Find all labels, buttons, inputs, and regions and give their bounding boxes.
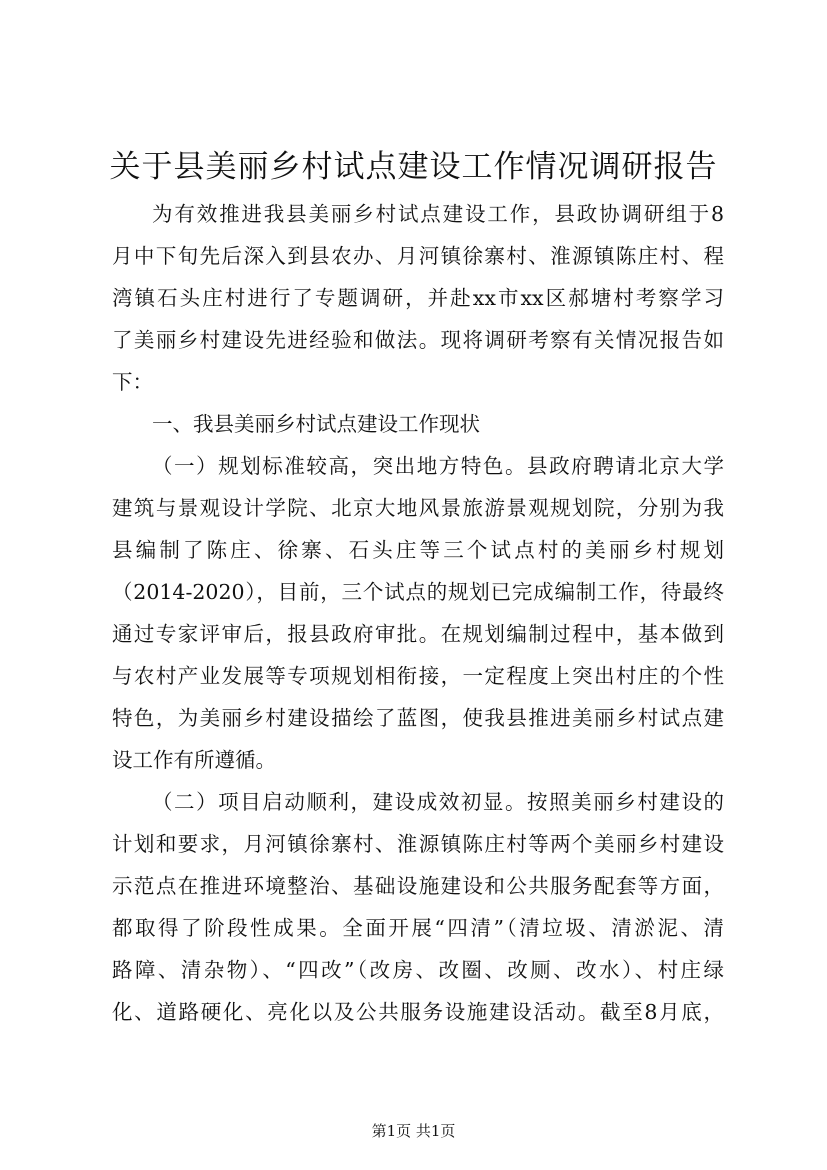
- paragraph-line: 示范点在推进环境整治、基础设施建设和公共服务配套等方面，: [112, 874, 724, 898]
- document-title: 关于县美丽乡村试点建设工作情况调研报告: [109, 149, 718, 185]
- paragraph-line: 计划和要求，月河镇徐寨村、淮源镇陈庄村等两个美丽乡村建设: [112, 832, 724, 856]
- section-heading: 一、我县美丽乡村试点建设工作现状: [152, 412, 480, 436]
- paragraph-line: 湾镇石头庄村进行了专题调研，并赴xx市xx区郝塘村考察学习: [112, 286, 724, 310]
- paragraph-line: 通过专家评审后，报县政府审批。在规划编制过程中，基本做到: [112, 622, 724, 646]
- paragraph-line: 化、道路硬化、亮化以及公共服务设施建设活动。截至8月底，: [112, 1000, 724, 1024]
- paragraph-line: 县编制了陈庄、徐寨、石头庄等三个试点村的美丽乡村规划: [112, 538, 724, 562]
- paragraph-line: 为有效推进我县美丽乡村试点建设工作，县政协调研组于8: [152, 202, 724, 226]
- paragraph-line: 了美丽乡村建设先进经验和做法。现将调研考察有关情况报告如: [112, 328, 724, 352]
- paragraph-line: 设工作有所遵循。: [112, 748, 276, 772]
- paragraph-line: （二）项目启动顺利，建设成效初显。按照美丽乡村建设的: [152, 790, 724, 814]
- paragraph-line: （一）规划标准较高，突出地方特色。县政府聘请北京大学: [152, 454, 724, 478]
- paragraph-line: 都取得了阶段性成果。全面开展“四清”（清垃圾、清淤泥、清: [112, 916, 724, 940]
- paragraph-line: 路障、清杂物）、“四改”（改房、改圈、改厕、改水）、村庄绿: [112, 958, 724, 982]
- paragraph-line: 下：: [112, 370, 153, 394]
- paragraph-line: 月中下旬先后深入到县农办、月河镇徐寨村、淮源镇陈庄村、程: [112, 244, 724, 268]
- paragraph-line: 建筑与景观设计学院、北京大地风景旅游景观规划院，分别为我: [112, 496, 724, 520]
- page-footer: 第1页 共1页: [371, 1122, 456, 1140]
- paragraph-line: （2014-2020），目前，三个试点的规划已完成编制工作，待最终: [112, 580, 724, 604]
- paragraph-line: 特色，为美丽乡村建设描绘了蓝图，使我县推进美丽乡村试点建: [112, 706, 724, 730]
- paragraph-line: 与农村产业发展等专项规划相衔接，一定程度上突出村庄的个性: [112, 664, 724, 688]
